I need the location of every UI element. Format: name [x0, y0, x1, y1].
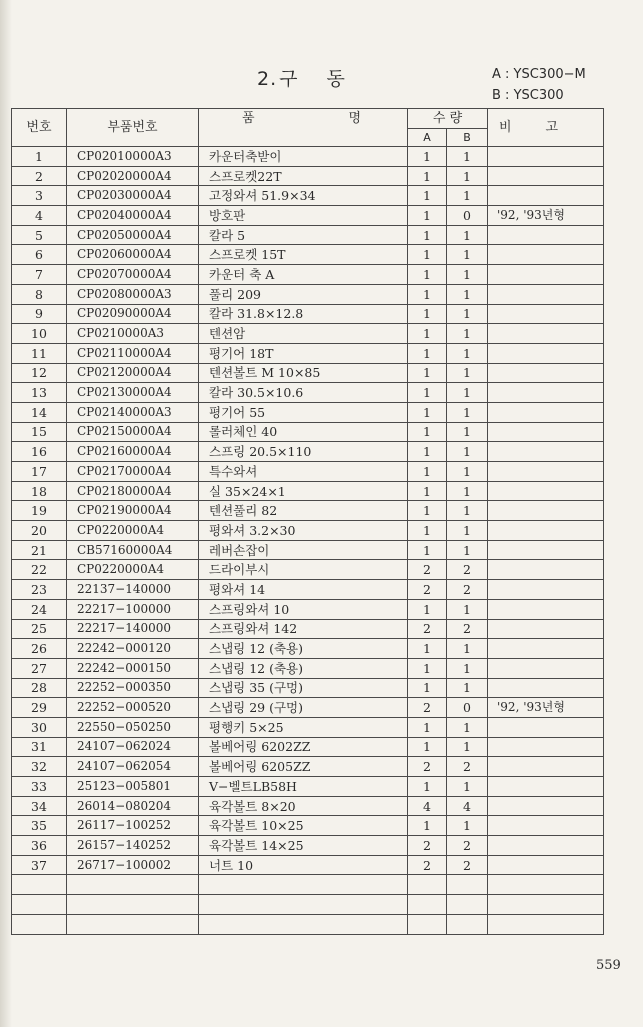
quantity-b: 1 — [447, 442, 488, 462]
table-row — [12, 206, 604, 226]
table-row — [12, 481, 604, 501]
remark — [488, 147, 604, 167]
part-name: 스냅링 35 (구멍) — [199, 678, 408, 698]
part-number: 26014−080204 — [67, 796, 199, 816]
remark — [488, 836, 604, 856]
table-row — [12, 304, 604, 324]
row-number: 18 — [12, 481, 67, 501]
quantity-a: 1 — [408, 717, 447, 737]
remark — [488, 186, 604, 206]
remark — [488, 383, 604, 403]
part-name: 볼베어링 6202ZZ — [199, 737, 408, 757]
table-row — [12, 343, 604, 363]
row-number: 2 — [12, 166, 67, 186]
row-number: 25 — [12, 619, 67, 639]
quantity-b: 1 — [447, 678, 488, 698]
quantity-b: 2 — [447, 580, 488, 600]
table-row — [12, 147, 604, 167]
header-name-char-1: 품 — [242, 111, 255, 126]
table-row — [12, 678, 604, 698]
table-row — [12, 521, 604, 541]
quantity-b: 1 — [447, 777, 488, 797]
part-number: CP02020000A4 — [67, 166, 199, 186]
quantity-a: 1 — [408, 816, 447, 836]
part-name: 방호판 — [199, 206, 408, 226]
quantity-b: 1 — [447, 186, 488, 206]
part-name: 육각볼트 10×25 — [199, 816, 408, 836]
row-number: 10 — [12, 324, 67, 344]
row-number: 36 — [12, 836, 67, 856]
quantity-b: 1 — [447, 737, 488, 757]
header-name-char-2: 명 — [348, 111, 361, 126]
quantity-b: 2 — [447, 836, 488, 856]
section-title — [257, 64, 346, 91]
empty-row — [12, 875, 604, 895]
header-row — [12, 109, 604, 129]
remark — [488, 560, 604, 580]
remark: '92, '93년형 — [488, 698, 604, 718]
section-number: 2. — [257, 68, 278, 90]
remark — [488, 521, 604, 541]
part-number: CP02050000A4 — [67, 225, 199, 245]
remark — [488, 265, 604, 285]
part-name: 평기어 55 — [199, 402, 408, 422]
row-number: 26 — [12, 639, 67, 659]
table-row — [12, 698, 604, 718]
quantity-b: 1 — [447, 383, 488, 403]
quantity-a: 1 — [408, 599, 447, 619]
remark — [488, 304, 604, 324]
remark — [488, 402, 604, 422]
table-row — [12, 796, 604, 816]
part-number: 22252−000520 — [67, 698, 199, 718]
part-number: CP02150000A4 — [67, 422, 199, 442]
part-number: CP02140000A3 — [67, 402, 199, 422]
part-number: CP02060000A4 — [67, 245, 199, 265]
model-a-label: A : YSC300−M — [492, 67, 586, 82]
row-number: 35 — [12, 816, 67, 836]
row-number: 16 — [12, 442, 67, 462]
quantity-b: 1 — [447, 481, 488, 501]
remark — [488, 796, 604, 816]
remark — [488, 343, 604, 363]
quantity-b: 1 — [447, 324, 488, 344]
remark — [488, 619, 604, 639]
part-number: CB57160000A4 — [67, 540, 199, 560]
remark — [488, 284, 604, 304]
remark — [488, 599, 604, 619]
part-number: CP02040000A4 — [67, 206, 199, 226]
empty-row — [12, 895, 604, 915]
table-row — [12, 619, 604, 639]
quantity-a: 1 — [408, 383, 447, 403]
empty-row — [12, 914, 604, 934]
part-name: 평와셔 14 — [199, 580, 408, 600]
table-row — [12, 383, 604, 403]
part-name: 스프링와셔 10 — [199, 599, 408, 619]
part-number: CP02110000A4 — [67, 343, 199, 363]
quantity-a: 1 — [408, 265, 447, 285]
part-name: 칼라 31.8×12.8 — [199, 304, 408, 324]
part-name: 스프로켓 15T — [199, 245, 408, 265]
row-number: 37 — [12, 855, 67, 875]
part-number: CP02190000A4 — [67, 501, 199, 521]
table-row — [12, 836, 604, 856]
remark — [488, 658, 604, 678]
quantity-b: 1 — [447, 639, 488, 659]
part-number: 26157−140252 — [67, 836, 199, 856]
header-quantity: 수 량 — [408, 109, 488, 129]
table-row — [12, 599, 604, 619]
table-row — [12, 639, 604, 659]
quantity-a: 1 — [408, 658, 447, 678]
quantity-a: 1 — [408, 284, 447, 304]
quantity-b: 1 — [447, 462, 488, 482]
remark — [488, 422, 604, 442]
row-number: 22 — [12, 560, 67, 580]
quantity-a: 1 — [408, 501, 447, 521]
part-name: 육각볼트 14×25 — [199, 836, 408, 856]
part-name: 텐션풀리 82 — [199, 501, 408, 521]
row-number: 27 — [12, 658, 67, 678]
quantity-a: 1 — [408, 147, 447, 167]
part-number: CP02130000A4 — [67, 383, 199, 403]
part-number: 22550−050250 — [67, 717, 199, 737]
row-number: 15 — [12, 422, 67, 442]
quantity-a: 1 — [408, 402, 447, 422]
quantity-a: 1 — [408, 462, 447, 482]
quantity-b: 1 — [447, 402, 488, 422]
table-row — [12, 501, 604, 521]
quantity-b: 2 — [447, 855, 488, 875]
part-name: 카운터축받이 — [199, 147, 408, 167]
remark — [488, 245, 604, 265]
quantity-a: 1 — [408, 521, 447, 541]
quantity-a: 1 — [408, 422, 447, 442]
part-name: 텐션볼트 M 10×85 — [199, 363, 408, 383]
parts-table — [11, 108, 604, 935]
row-number: 21 — [12, 540, 67, 560]
quantity-a: 1 — [408, 343, 447, 363]
remark — [488, 442, 604, 462]
row-number: 4 — [12, 206, 67, 226]
part-number: 22242−000120 — [67, 639, 199, 659]
table-row — [12, 422, 604, 442]
part-number: 22217−100000 — [67, 599, 199, 619]
row-number: 29 — [12, 698, 67, 718]
table-row — [12, 363, 604, 383]
row-number: 20 — [12, 521, 67, 541]
part-name: 레버손잡이 — [199, 540, 408, 560]
remark: '92, '93년형 — [488, 206, 604, 226]
quantity-b: 2 — [447, 757, 488, 777]
quantity-b: 0 — [447, 206, 488, 226]
part-number: CP0210000A3 — [67, 324, 199, 344]
part-name: 평행키 5×25 — [199, 717, 408, 737]
part-number: 26117−100252 — [67, 816, 199, 836]
quantity-a: 2 — [408, 698, 447, 718]
remark — [488, 580, 604, 600]
remark — [488, 225, 604, 245]
quantity-a: 1 — [408, 639, 447, 659]
section-title-word-2: 동 — [326, 68, 346, 90]
remark — [488, 166, 604, 186]
remark — [488, 855, 604, 875]
remark — [488, 777, 604, 797]
table-row — [12, 717, 604, 737]
table-row — [12, 560, 604, 580]
table-row — [12, 284, 604, 304]
quantity-b: 2 — [447, 619, 488, 639]
header-no: 번호 — [12, 109, 67, 147]
quantity-a: 1 — [408, 206, 447, 226]
part-name: 스냅링 12 (축용) — [199, 639, 408, 659]
part-name: 특수와셔 — [199, 462, 408, 482]
row-number: 24 — [12, 599, 67, 619]
remark — [488, 757, 604, 777]
row-number: 17 — [12, 462, 67, 482]
part-number: CP02170000A4 — [67, 462, 199, 482]
part-number: CP02030000A4 — [67, 186, 199, 206]
row-number: 23 — [12, 580, 67, 600]
quantity-a: 1 — [408, 324, 447, 344]
part-name: 스냅링 12 (축용) — [199, 658, 408, 678]
quantity-a: 1 — [408, 245, 447, 265]
part-number: CP02080000A3 — [67, 284, 199, 304]
part-number: CP0220000A4 — [67, 560, 199, 580]
quantity-a: 2 — [408, 560, 447, 580]
part-name: 스프링 20.5×110 — [199, 442, 408, 462]
part-name: 드라이부시 — [199, 560, 408, 580]
row-number: 12 — [12, 363, 67, 383]
row-number: 14 — [12, 402, 67, 422]
row-number: 7 — [12, 265, 67, 285]
part-name: 카운터 축 A — [199, 265, 408, 285]
row-number: 1 — [12, 147, 67, 167]
quantity-a: 1 — [408, 481, 447, 501]
remark — [488, 737, 604, 757]
table-row — [12, 186, 604, 206]
header-qty-a: A — [408, 129, 447, 147]
part-number: 22137−140000 — [67, 580, 199, 600]
table-row — [12, 462, 604, 482]
table-row — [12, 816, 604, 836]
part-number: CP02120000A4 — [67, 363, 199, 383]
row-number: 8 — [12, 284, 67, 304]
quantity-b: 1 — [447, 166, 488, 186]
table-row — [12, 166, 604, 186]
table-row — [12, 757, 604, 777]
quantity-a: 1 — [408, 186, 447, 206]
part-number: CP02070000A4 — [67, 265, 199, 285]
table-row — [12, 777, 604, 797]
part-name: 고정와셔 51.9×34 — [199, 186, 408, 206]
part-number: CP0220000A4 — [67, 521, 199, 541]
part-number: 24107−062054 — [67, 757, 199, 777]
remark — [488, 540, 604, 560]
table-row — [12, 580, 604, 600]
quantity-b: 0 — [447, 698, 488, 718]
quantity-b: 1 — [447, 521, 488, 541]
quantity-b: 2 — [447, 560, 488, 580]
header-name — [199, 109, 408, 147]
remark — [488, 324, 604, 344]
quantity-b: 1 — [447, 265, 488, 285]
part-number: 25123−005801 — [67, 777, 199, 797]
table-row — [12, 658, 604, 678]
part-name: 너트 10 — [199, 855, 408, 875]
remark — [488, 462, 604, 482]
quantity-a: 2 — [408, 855, 447, 875]
quantity-b: 1 — [447, 501, 488, 521]
table-row — [12, 442, 604, 462]
quantity-a: 2 — [408, 619, 447, 639]
table-row — [12, 402, 604, 422]
row-number: 5 — [12, 225, 67, 245]
quantity-a: 2 — [408, 836, 447, 856]
section-title-word-1: 구 — [279, 68, 299, 90]
quantity-b: 1 — [447, 284, 488, 304]
part-name: 칼라 5 — [199, 225, 408, 245]
quantity-a: 2 — [408, 580, 447, 600]
quantity-a: 1 — [408, 442, 447, 462]
table-row — [12, 737, 604, 757]
quantity-a: 4 — [408, 796, 447, 816]
quantity-a: 1 — [408, 304, 447, 324]
quantity-b: 1 — [447, 147, 488, 167]
quantity-b: 1 — [447, 816, 488, 836]
page-number: 559 — [596, 958, 621, 973]
part-name: 스냅링 29 (구멍) — [199, 698, 408, 718]
table-row — [12, 324, 604, 344]
part-name: 스프로켓22T — [199, 166, 408, 186]
remark — [488, 481, 604, 501]
part-number: CP02090000A4 — [67, 304, 199, 324]
quantity-b: 1 — [447, 225, 488, 245]
quantity-b: 1 — [447, 363, 488, 383]
quantity-b: 1 — [447, 245, 488, 265]
quantity-b: 1 — [447, 343, 488, 363]
quantity-a: 1 — [408, 166, 447, 186]
header-qty-b: B — [447, 129, 488, 147]
header-remark — [488, 109, 604, 147]
header-remark-text: 비고 — [498, 120, 593, 135]
row-number: 34 — [12, 796, 67, 816]
quantity-a: 1 — [408, 678, 447, 698]
row-number: 19 — [12, 501, 67, 521]
quantity-b: 1 — [447, 304, 488, 324]
part-number: 24107−062024 — [67, 737, 199, 757]
part-number: CP02010000A3 — [67, 147, 199, 167]
part-name: 텐션암 — [199, 324, 408, 344]
part-number: 22242−000150 — [67, 658, 199, 678]
quantity-a: 1 — [408, 225, 447, 245]
quantity-b: 1 — [447, 717, 488, 737]
row-number: 31 — [12, 737, 67, 757]
table-row — [12, 265, 604, 285]
row-number: 28 — [12, 678, 67, 698]
remark — [488, 678, 604, 698]
row-number: 11 — [12, 343, 67, 363]
quantity-b: 1 — [447, 540, 488, 560]
part-name: 칼라 30.5×10.6 — [199, 383, 408, 403]
remark — [488, 363, 604, 383]
quantity-a: 1 — [408, 540, 447, 560]
part-number: 22252−000350 — [67, 678, 199, 698]
part-name: 육각볼트 8×20 — [199, 796, 408, 816]
row-number: 33 — [12, 777, 67, 797]
row-number: 13 — [12, 383, 67, 403]
model-b-label: B : YSC300 — [492, 88, 564, 103]
remark — [488, 717, 604, 737]
table-row — [12, 245, 604, 265]
part-number: 22217−140000 — [67, 619, 199, 639]
quantity-a: 1 — [408, 777, 447, 797]
part-name: 볼베어링 6205ZZ — [199, 757, 408, 777]
quantity-b: 1 — [447, 658, 488, 678]
part-number: 26717−100002 — [67, 855, 199, 875]
part-name: 평기어 18T — [199, 343, 408, 363]
table-row — [12, 225, 604, 245]
header-part-no: 부품번호 — [67, 109, 199, 147]
remark — [488, 501, 604, 521]
row-number: 30 — [12, 717, 67, 737]
remark — [488, 639, 604, 659]
part-name: 스프링와셔 142 — [199, 619, 408, 639]
part-name: V−벨트LB58H — [199, 777, 408, 797]
quantity-b: 1 — [447, 599, 488, 619]
part-name: 실 35×24×1 — [199, 481, 408, 501]
remark — [488, 816, 604, 836]
part-number: CP02180000A4 — [67, 481, 199, 501]
table-row — [12, 540, 604, 560]
quantity-b: 4 — [447, 796, 488, 816]
part-name: 롤러체인 40 — [199, 422, 408, 442]
quantity-a: 2 — [408, 757, 447, 777]
quantity-a: 1 — [408, 737, 447, 757]
table-row — [12, 855, 604, 875]
row-number: 6 — [12, 245, 67, 265]
quantity-a: 1 — [408, 363, 447, 383]
row-number: 32 — [12, 757, 67, 777]
row-number: 9 — [12, 304, 67, 324]
row-number: 3 — [12, 186, 67, 206]
part-number: CP02160000A4 — [67, 442, 199, 462]
part-name: 평와셔 3.2×30 — [199, 521, 408, 541]
quantity-b: 1 — [447, 422, 488, 442]
part-name: 풀리 209 — [199, 284, 408, 304]
